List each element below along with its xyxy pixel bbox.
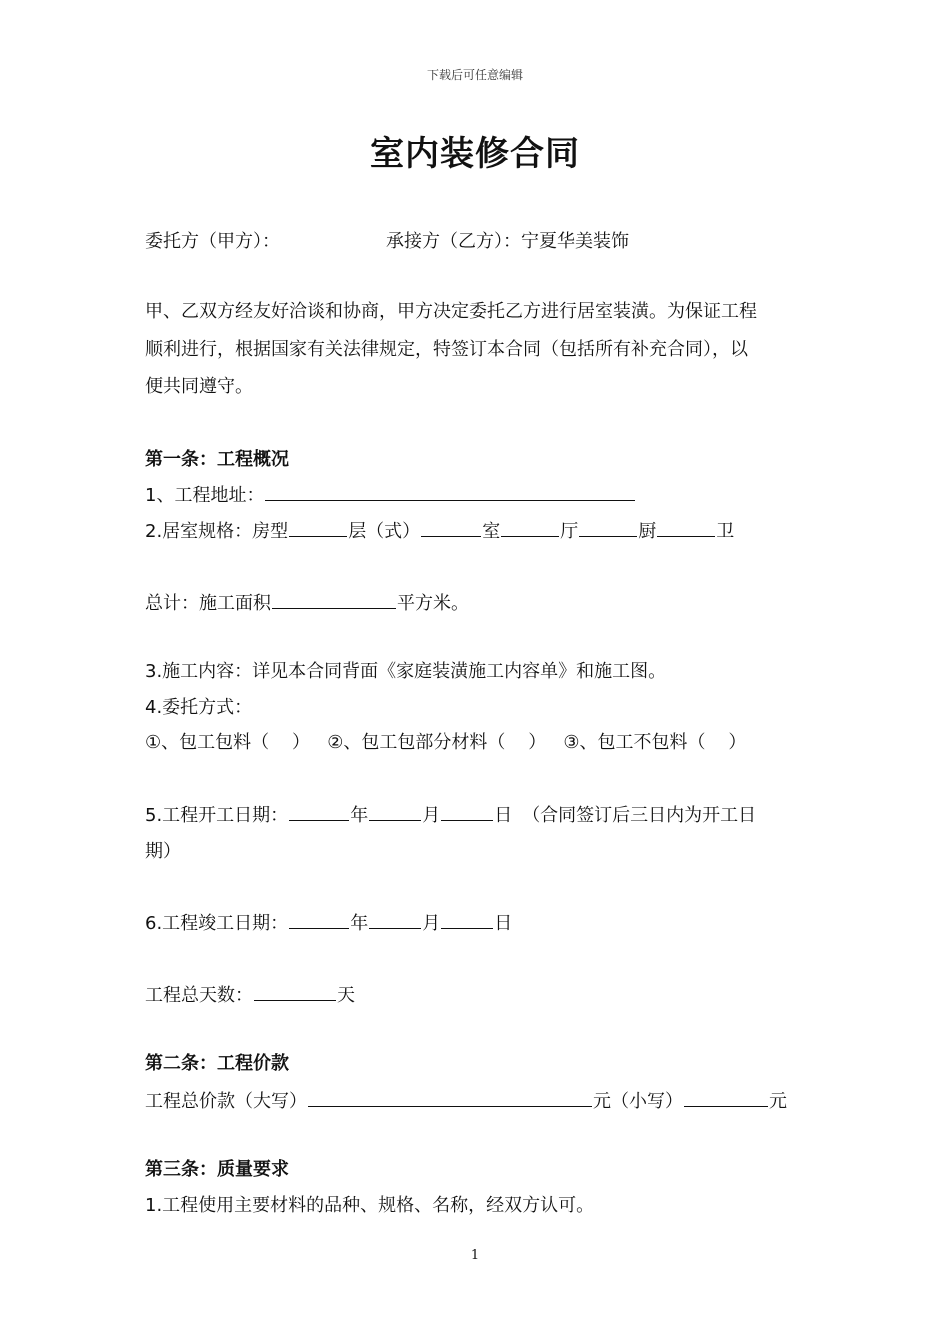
start-note: （合同签订后三日内为开工日 <box>522 805 757 826</box>
intro-line-3: 便共同遵守。 <box>145 376 253 397</box>
days-prefix: 工程总天数： <box>145 985 253 1006</box>
header-note: 下载后可任意编辑 <box>426 68 523 82</box>
area-blank[interactable] <box>272 590 396 609</box>
start-year-blank[interactable] <box>289 802 349 821</box>
address-blank[interactable] <box>265 482 635 501</box>
content-line: 3.施工内容：详见本合同背面《家庭装潢施工内容单》和施工图。 <box>145 661 667 682</box>
spec-line <box>145 518 734 544</box>
start-month-blank[interactable] <box>369 802 421 821</box>
address-line <box>145 482 636 508</box>
area-line <box>145 590 469 616</box>
days-suffix: 天 <box>337 985 355 1006</box>
address-label: 1、工程地址： <box>145 485 265 506</box>
start-prefix: 5.工程开工日期： <box>145 805 289 826</box>
end-day-unit: 日 <box>494 913 513 934</box>
price-figures-blank[interactable] <box>684 1088 768 1107</box>
intro-line-2: 顺利进行，根据国家有关法律规定，特签订本合同（包括所有补充合同），以 <box>145 339 748 360</box>
page-number: 1 <box>470 1248 480 1263</box>
spec-unit-bath: 卫 <box>716 521 735 542</box>
start-note-continued: 期） <box>145 841 181 862</box>
article-1-heading: 第一条：工程概况 <box>145 449 289 470</box>
blank-kitchens[interactable] <box>579 518 637 537</box>
spec-unit-floor: 层（式） <box>348 521 421 542</box>
total-days-line <box>145 982 355 1008</box>
end-day-blank[interactable] <box>441 910 493 929</box>
mode-options: ①、包工包料（ ） ②、包工包部分材料（ ） ③、包工不包料（ ） <box>145 732 747 753</box>
blank-rooms[interactable] <box>421 518 481 537</box>
end-date-line <box>145 910 512 936</box>
client-label: 委托方（甲方）： <box>145 231 280 252</box>
start-year-unit: 年 <box>350 805 369 826</box>
article-3-heading: 第三条：质量要求 <box>145 1159 289 1180</box>
area-suffix: 平方米。 <box>397 593 469 614</box>
end-month-blank[interactable] <box>369 910 421 929</box>
spec-unit-room: 室 <box>482 521 501 542</box>
start-date-line <box>145 802 756 828</box>
end-year-blank[interactable] <box>289 910 349 929</box>
mode-label: 4.委托方式： <box>145 697 253 718</box>
quality-item-1: 1.工程使用主要材料的品种、规格、名称，经双方认可。 <box>145 1195 595 1216</box>
start-day-unit: 日 <box>494 805 513 826</box>
start-month-unit: 月 <box>422 805 441 826</box>
intro-line-1: 甲、乙双方经友好洽谈和协商，甲方决定委托乙方进行居室装潢。为保证工程 <box>145 301 757 322</box>
end-year-unit: 年 <box>350 913 369 934</box>
document-title: 室内装修合同 <box>370 134 580 174</box>
start-day-blank[interactable] <box>441 802 493 821</box>
spec-prefix: 2.居室规格：房型 <box>145 521 289 542</box>
price-line <box>145 1088 787 1114</box>
parties-line <box>145 230 629 254</box>
blank-baths[interactable] <box>657 518 715 537</box>
contractor-label: 承接方（乙方）：宁夏华美装饰 <box>386 231 629 252</box>
area-prefix: 总计：施工面积 <box>145 593 271 614</box>
blank-floor[interactable] <box>289 518 347 537</box>
price-mid: 元（小写） <box>593 1091 683 1112</box>
end-month-unit: 月 <box>422 913 441 934</box>
price-words-blank[interactable] <box>308 1088 592 1107</box>
blank-halls[interactable] <box>501 518 559 537</box>
price-suffix: 元 <box>769 1091 787 1112</box>
days-blank[interactable] <box>254 982 336 1001</box>
price-prefix: 工程总价款（大写） <box>145 1091 307 1112</box>
article-2-heading: 第二条：工程价款 <box>145 1053 289 1074</box>
end-prefix: 6.工程竣工日期： <box>145 913 289 934</box>
spec-unit-kitchen: 厨 <box>638 521 657 542</box>
spec-unit-hall: 厅 <box>560 521 579 542</box>
